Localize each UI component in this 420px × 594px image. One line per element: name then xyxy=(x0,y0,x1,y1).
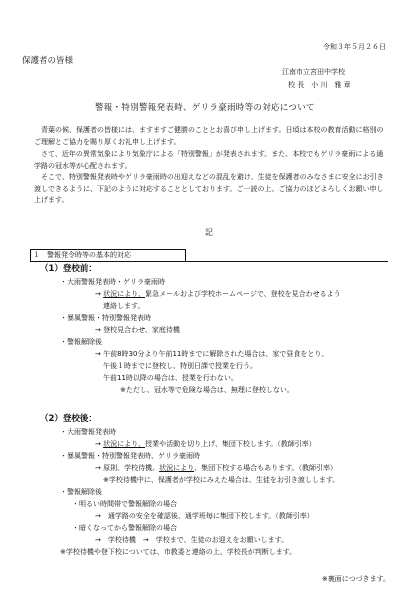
s2-line: ・明るい時間帯で警報解除の場合 xyxy=(72,500,177,508)
s2-line: ・暗くなってから警報解除の場合 xyxy=(72,524,177,532)
s1-line: → 状況により、緊急メールおよび学校ホームページで、登校を見合わせるよう xyxy=(95,290,341,298)
s1-line: → 登校見合わせ、家庭待機 xyxy=(95,326,180,334)
s2-line: → 学校待機 → 学校まで、生徒のお迎えをお願いします。 xyxy=(95,536,289,544)
document-date: 令和３年５月２６日 xyxy=(323,43,386,51)
s2-line: ・大雨警報発表時 xyxy=(60,428,116,436)
s1-line: 連絡します。 xyxy=(103,302,145,310)
intro-paragraph-3: そこで、特別警報発表時やゲリラ豪雨時の出迎えなどの混乱を避け、生徒を保護者のみなさまに安全にお引き渡しできるように、下記のように対応することとしております。ご一読の上、ご協力のほどよろしくお願い申し上げます。 xyxy=(34,173,384,204)
s1-line: 午前11時以降の場合は、授業を行わない。 xyxy=(103,374,238,382)
s1-line: → 午前8時30分より午前11時までに解除された場合は、家で昼食をとり、 xyxy=(95,350,329,358)
s1-line: ※ただし、冠水等で危険な場合は、無理に登校しない。 xyxy=(120,386,294,394)
s1-line: ・暴風警報・特別警報発表時 xyxy=(60,314,151,322)
after-school-heading: （2）登校後： xyxy=(40,414,97,424)
intro-paragraph-1: 青葉の候、保護者の皆様には、ますますご健勝のこととお喜び申し上げます。日頃は本校の教育活動に格別のご理解とご協力を賜り厚くお礼申し上げます。 xyxy=(34,126,384,146)
principal-name: 校 長 小 川 雅 章 xyxy=(288,81,351,89)
s2-line: ・警報解除後 xyxy=(60,488,102,496)
s2-line: → 原則、学校待機。状況により、集団下校する場合もあります。（教師引率） xyxy=(95,464,338,472)
addressee: 保護者の皆様 xyxy=(22,56,74,66)
s2-line: ※学校待機や登下校については、市教委と連絡の上、学校長が判断します。 xyxy=(60,548,297,556)
s2-line: ・暴風警報・特別警報発表時、ゲリラ豪雨時 xyxy=(60,452,200,460)
s1-line: ・大雨警報発表時・ゲリラ豪雨時 xyxy=(60,278,165,286)
ki-heading: 記 xyxy=(205,228,213,237)
s1-line: 午後１時までに登校し、特別日課で授業を行う。 xyxy=(103,362,257,370)
section-heading: １ 警報発令時等の基本的対応 xyxy=(33,251,131,259)
s1-line: ・警報解除後 xyxy=(60,338,102,346)
section-rule xyxy=(30,261,388,262)
intro-paragraph-2: さて、近年の異常気象により気象庁による「特別警報」が発表されます。また、本校でもゲリラ豪雨による通学路の冠水等が心配されます。 xyxy=(34,150,384,170)
before-school-heading: （1）登校前： xyxy=(40,264,97,274)
s2-line: → 状況により、授業や活動を切り上げ、集団下校します。（教師引率） xyxy=(95,440,316,448)
continued-note: ※裏面につづきます。 xyxy=(321,575,390,583)
school-name: 江南市立宮田中学校 xyxy=(282,68,345,76)
document-title: 警報・特別警報発表時、ゲリラ豪雨時等の対応について xyxy=(95,103,315,113)
s2-line: → 通学路の安全を確認後、通学班毎に集団下校します。（教師引率） xyxy=(95,512,314,520)
s2-line: ※学校待機中に、保護者が学校にみえた場合は、生徒をお引き渡しします。 xyxy=(103,476,340,484)
